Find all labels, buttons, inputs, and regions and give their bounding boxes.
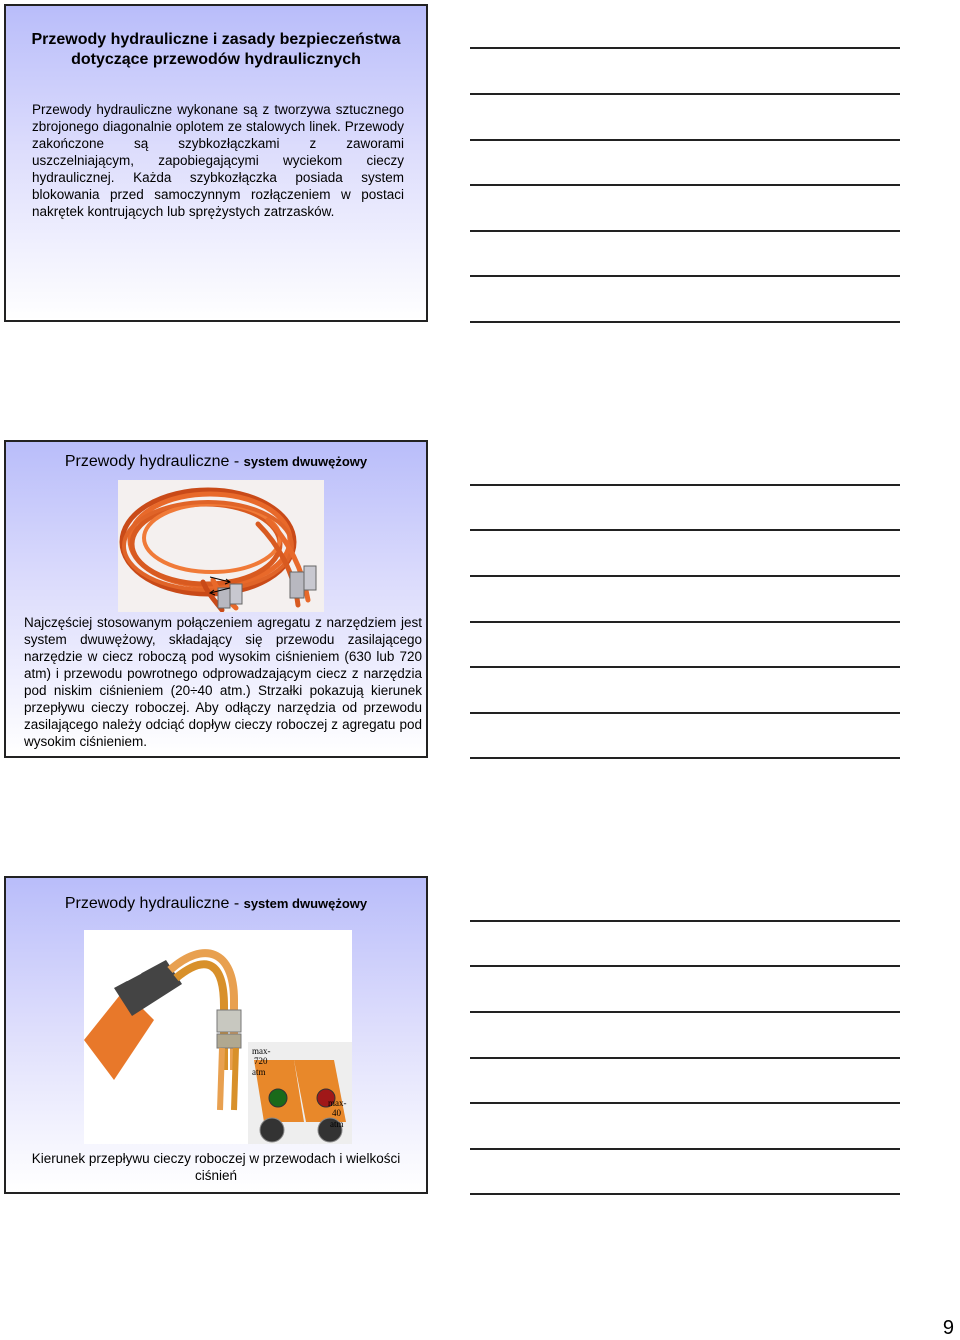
note-line — [470, 47, 900, 49]
slide-1-title-line1: Przewody hydrauliczne i zasady bezpieczeństwa — [31, 31, 401, 48]
hose-coupling-photo — [84, 930, 352, 1144]
slide-2-title-main: Przewody hydrauliczne - — [64, 453, 244, 470]
low-pressure-label-3: atm — [330, 1119, 344, 1129]
note-line — [470, 1193, 900, 1195]
note-line — [470, 93, 900, 95]
note-line — [470, 1057, 900, 1059]
high-pressure-label-2: 720 — [254, 1056, 268, 1066]
note-line — [470, 965, 900, 967]
slide-2 — [4, 440, 428, 758]
coiled-hoses-illustration — [118, 480, 324, 612]
page-number: 9 — [942, 1317, 954, 1339]
low-pressure-label-1: max- — [328, 1098, 347, 1108]
slide-2-body: Najczęściej stosowanym połączeniem agregatu z narzędziem jest system dwuwężowy, składający się przewodu zasilającego narzędzie w ciecz roboczą pod wysokim ciśnieniem (630 lub 720 atm) i przewodu powrotnego odprowadzającym ciecz z narzędzia pod niskim ciśnieniem (20÷40 atm.) Strzałki pokazują kierunek przepływu cieczy roboczej. Aby odłączy narzędzia od przewodu zasilającego należy odciąć dopływ cieczy roboczej z agregatu pod wysokim ciśnieniem. — [24, 615, 422, 749]
note-line — [470, 575, 900, 577]
note-line — [470, 1148, 900, 1150]
note-line — [470, 139, 900, 141]
high-pressure-label-1: max- — [252, 1046, 271, 1056]
slide-3-title — [12, 894, 420, 914]
slide-3-caption: Kierunek przepływu cieczy roboczej w przewodach i wielkości ciśnień — [31, 1151, 401, 1183]
low-pressure-label-2: 40 — [332, 1108, 341, 1118]
coiled-hoses-photo — [118, 480, 324, 612]
slide-1-title — [16, 30, 416, 70]
slide-1 — [4, 4, 428, 322]
notes-area — [470, 0, 900, 1340]
slide-3-title-main: Przewody hydrauliczne - — [64, 895, 244, 912]
note-line — [470, 920, 900, 922]
slide-2-title-sub: system dwuwężowy — [243, 454, 368, 469]
note-line — [470, 1102, 900, 1104]
note-line — [470, 666, 900, 668]
slide-1-body: Przewody hydrauliczne wykonane są z tworzywa sztucznego zbrojonego diagonalnie oplotem ze stalowych linek. Przewody zakończone są szybkozłączkami z zaworami uszczelniającym, zapobiegającymi wyciekom cieczy hydraulicznej. Każda szybkozłączka posiada system blokowania przed samoczynnym rozłączeniem w postaci nakrętek kontrujących lub sprężystych zatrzasków. — [32, 102, 404, 219]
note-line — [470, 1011, 900, 1013]
high-pressure-label-3: atm — [252, 1067, 266, 1077]
note-line — [470, 184, 900, 186]
note-line — [470, 484, 900, 486]
note-line — [470, 621, 900, 623]
slide-3 — [4, 876, 428, 1194]
slide-3-title-sub: system dwuwężowy — [243, 896, 368, 911]
note-line — [470, 712, 900, 714]
note-line — [470, 529, 900, 531]
note-line — [470, 275, 900, 277]
slide-1-title-line2: dotyczące przewodów hydraulicznych — [71, 51, 361, 68]
note-line — [470, 757, 900, 759]
hose-coupling-illustration — [84, 930, 352, 1144]
note-line — [470, 321, 900, 323]
slide-2-title — [12, 452, 420, 472]
note-line — [470, 230, 900, 232]
